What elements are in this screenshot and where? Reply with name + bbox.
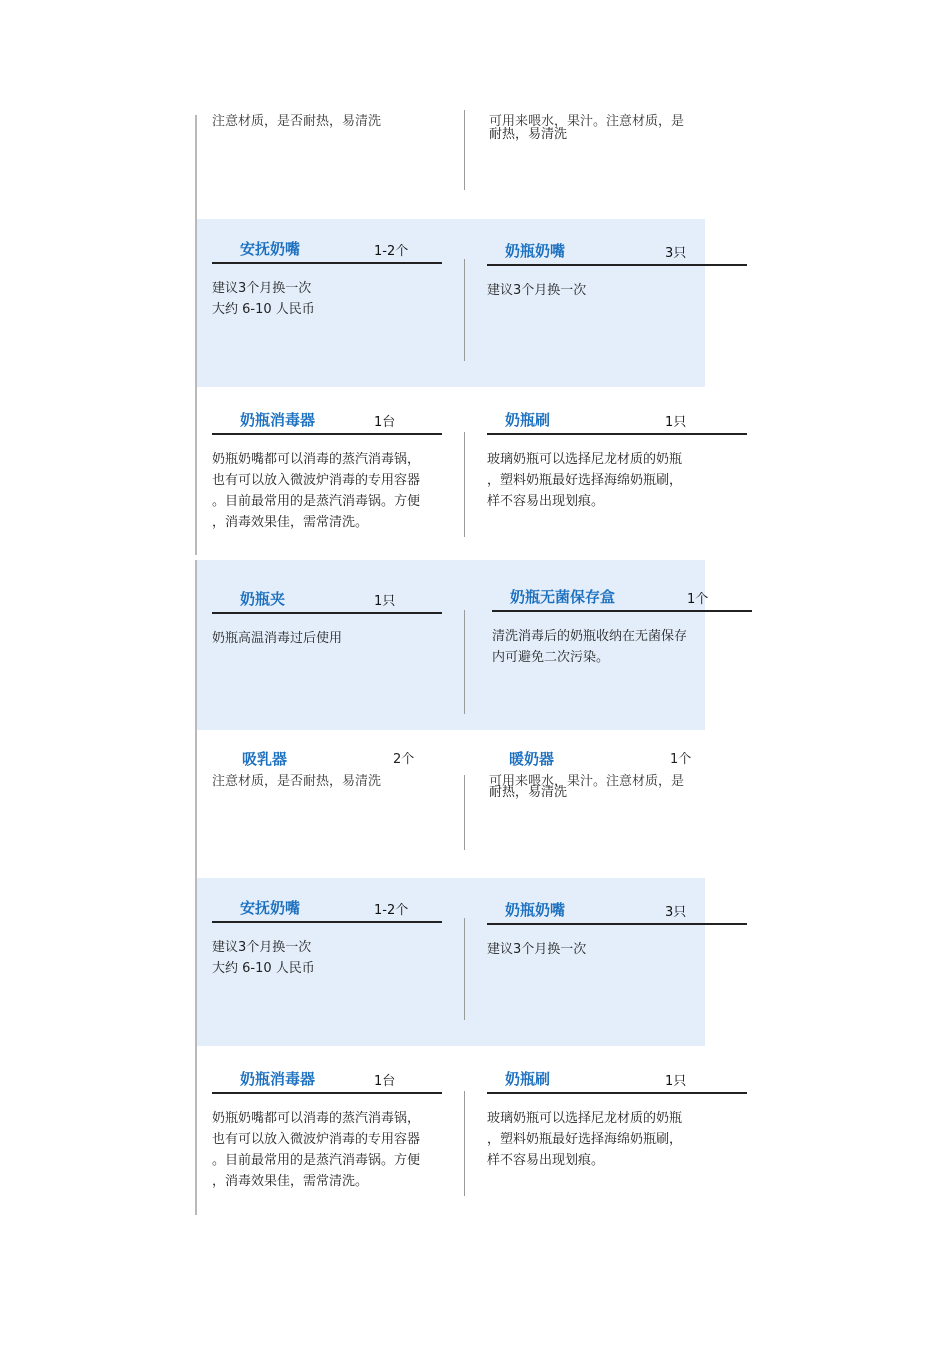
- item-card: [212, 219, 442, 387]
- item-quantity: 3只: [665, 246, 687, 261]
- item-card: [212, 1046, 442, 1215]
- table-row: [197, 1046, 705, 1215]
- item-card: [212, 878, 442, 1046]
- item-quantity: 1只: [665, 415, 687, 430]
- item-description: 奶瓶奶嘴都可以消毒的蒸汽消毒锅， 也有可以放入微波炉消毒的专用容器 。目前最常用的是蒸汽消毒锅。方便 ，消毒效果佳，需常清洗。: [212, 452, 421, 530]
- item-card: [487, 219, 747, 387]
- column-divider: [464, 259, 465, 361]
- item-card: [212, 560, 442, 730]
- item-card: [487, 387, 747, 555]
- item-description: 建议3个月换一次 大约 6-10 人民币: [212, 940, 315, 976]
- item-quantity: 2个: [393, 752, 415, 767]
- item-name: 奶瓶奶嘴: [505, 242, 566, 260]
- item-name: 吸乳器: [242, 750, 288, 768]
- item-card: [487, 1046, 747, 1215]
- item-quantity: 1只: [665, 1074, 687, 1089]
- item-quantity: 1个: [687, 592, 709, 607]
- item-card: [487, 878, 747, 1046]
- item-description: 玻璃奶瓶可以选择尼龙材质的奶瓶 ，塑料奶瓶最好选择海绵奶瓶刷， 样不容易出现划痕。: [487, 1111, 683, 1168]
- item-name: 奶瓶无菌保存盒: [510, 588, 616, 606]
- table-row: [197, 730, 705, 878]
- clipped-text: 注意材质，是否耐热，易清洗: [212, 774, 382, 789]
- item-quantity: 3只: [665, 905, 687, 920]
- column-divider: [464, 1091, 465, 1196]
- column-divider: [464, 610, 465, 714]
- item-name: 奶瓶夹: [240, 590, 286, 608]
- column-divider: [464, 775, 465, 850]
- item-description: 建议3个月换一次: [487, 942, 587, 957]
- text-fragment: 耐热，易清洗: [489, 785, 568, 800]
- item-quantity: 1台: [374, 1074, 396, 1089]
- item-name: 奶瓶奶嘴: [505, 901, 566, 919]
- item-name: 安抚奶嘴: [240, 240, 301, 258]
- column-divider: [464, 432, 465, 537]
- table-row: [197, 110, 705, 219]
- table-row: [197, 219, 705, 387]
- item-card: [212, 387, 442, 555]
- column-divider: [464, 110, 465, 190]
- item-quantity: 1只: [374, 594, 396, 609]
- table-row: [197, 878, 705, 1046]
- item-card: [492, 560, 752, 730]
- item-quantity: 1-2个: [374, 903, 409, 918]
- clipped-text: 可用来喂水，果汁。注意材质，是: [489, 114, 685, 129]
- clipped-text: 可用来喂水，果汁。注意材质，是: [489, 774, 685, 789]
- item-name: 奶瓶消毒器: [240, 1070, 316, 1088]
- item-name: 暖奶器: [509, 750, 555, 768]
- text-fragment: 耐热，易清洗: [489, 127, 568, 142]
- item-description: 建议3个月换一次 大约 6-10 人民币: [212, 281, 315, 317]
- item-description: 奶瓶奶嘴都可以消毒的蒸汽消毒锅， 也有可以放入微波炉消毒的专用容器 。目前最常用的是蒸汽消毒锅。方便 ，消毒效果佳，需常清洗。: [212, 1111, 421, 1189]
- clipped-text: 注意材质，是否耐热，易清洗: [212, 114, 382, 129]
- item-name: 安抚奶嘴: [240, 899, 301, 917]
- item-quantity: 1台: [374, 415, 396, 430]
- item-description: 建议3个月换一次: [487, 283, 587, 298]
- item-name: 奶瓶刷: [505, 1070, 551, 1088]
- item-name: 奶瓶消毒器: [240, 411, 316, 429]
- table-row: [197, 387, 705, 555]
- column-divider: [464, 918, 465, 1020]
- item-name: 奶瓶刷: [505, 411, 551, 429]
- table-row: [197, 560, 709, 730]
- item-quantity: 1-2个: [374, 244, 409, 259]
- item-description: 清洗消毒后的奶瓶收纳在无菌保存 内可避免二次污染。: [492, 629, 688, 665]
- item-description: 奶瓶高温消毒过后使用: [212, 631, 343, 646]
- item-description: 玻璃奶瓶可以选择尼龙材质的奶瓶 ，塑料奶瓶最好选择海绵奶瓶刷， 样不容易出现划痕。: [487, 452, 683, 509]
- item-quantity: 1个: [670, 752, 692, 767]
